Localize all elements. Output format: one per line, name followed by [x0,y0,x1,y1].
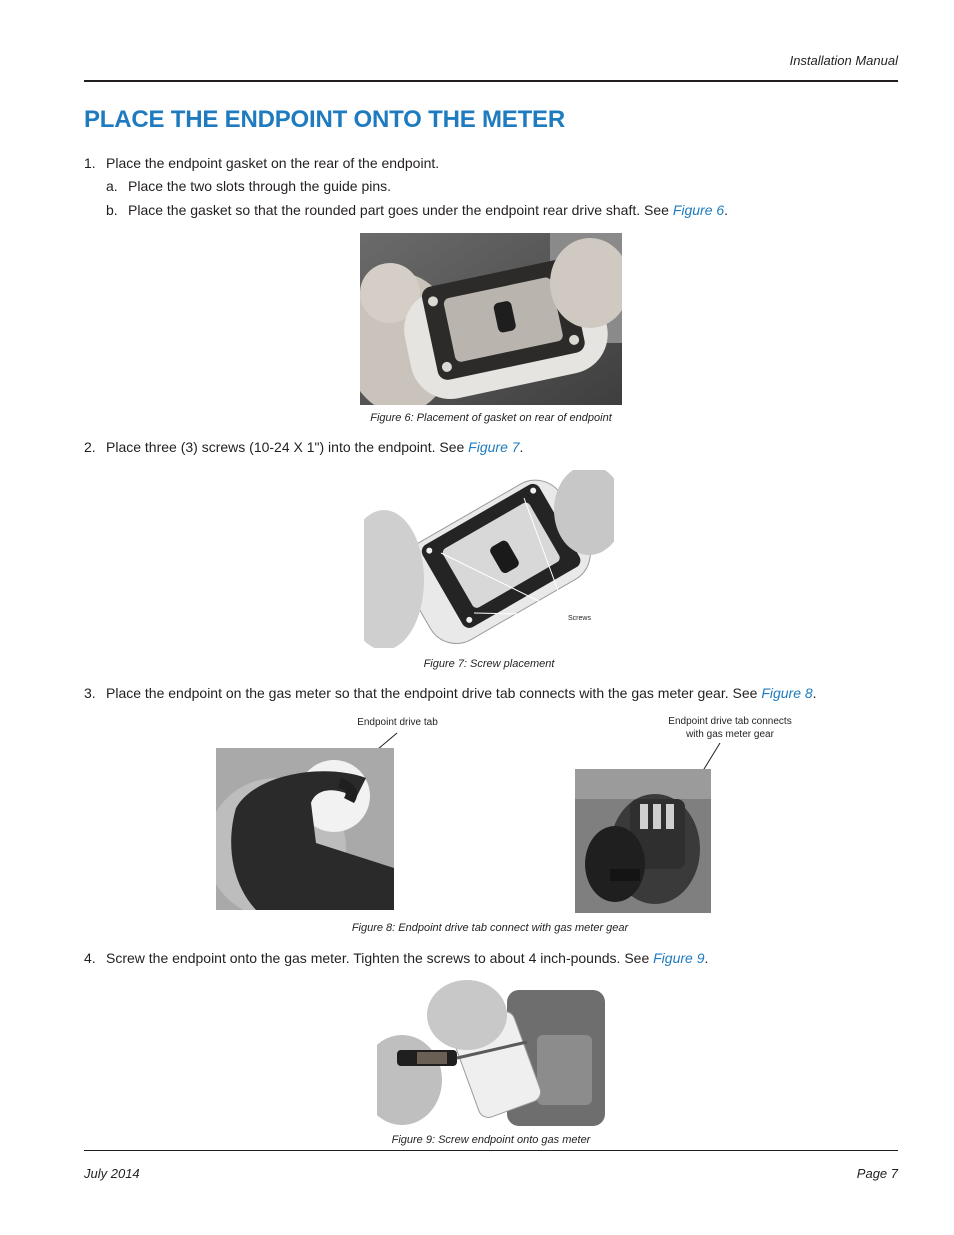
step-number: 2. [84,439,96,455]
figure-9-photo [377,980,605,1126]
step-number: b. [106,202,118,218]
figure-6-link[interactable]: Figure 6 [672,202,725,218]
figure-6-caption: Figure 6: Placement of gasket on rear of endpoint [370,412,612,424]
document-header-title: Installation Manual [789,53,898,68]
page-title: PLACE THE ENDPOINT ONTO THE METER [84,106,565,133]
step-text-end: . [519,439,524,455]
step-text: Place the gasket so that the rounded part goes under the endpoint rear drive shaft. See [128,202,673,218]
figure-8-link[interactable]: Figure 8 [761,685,813,701]
step-number: 3. [84,685,96,701]
footer-page-number: Page 7 [856,1166,898,1181]
figure-9-link[interactable]: Figure 9 [653,950,705,966]
figure-7-caption: Figure 7: Screw placement [423,658,555,670]
step-text: Place three (3) screws (10-24 X 1") into the endpoint. See [106,439,469,455]
figure-7-callout: Screws [568,615,591,622]
step-text-end: . [812,685,817,701]
step-number: a. [106,178,118,194]
figure-8-callout-right-line-1: Endpoint drive tab connects [668,716,792,727]
figure-8-photo-drive-tab [216,748,394,910]
step-text: Place the endpoint on the gas meter so that the endpoint drive tab connects with the gas meter gear. See [106,685,762,701]
figure-9-caption: Figure 9: Screw endpoint onto gas meter [391,1134,591,1146]
figure-8-callout-left: Endpoint drive tab [357,717,438,728]
step-text: Place the two slots through the guide pins. [128,178,392,194]
step-text: Place the endpoint gasket on the rear of the endpoint. [106,155,440,171]
figure-7-link[interactable]: Figure 7 [468,439,520,455]
footer-rule [84,1150,898,1151]
figure-8-caption: Figure 8: Endpoint drive tab connect with gas meter gear [351,922,629,934]
figure-8-callout-right-line-2: with gas meter gear [686,729,774,740]
step-4 [84,949,708,967]
step-text-end: . [704,950,709,966]
footer-date: July 2014 [84,1166,140,1181]
step-number: 4. [84,950,96,966]
step-text: Screw the endpoint onto the gas meter. Tighten the screws to about 4 inch-pounds. See [106,950,654,966]
figure-8-photo-meter-gear [575,769,711,913]
step-number: 1. [84,155,96,171]
step-text-end: . [724,202,729,218]
